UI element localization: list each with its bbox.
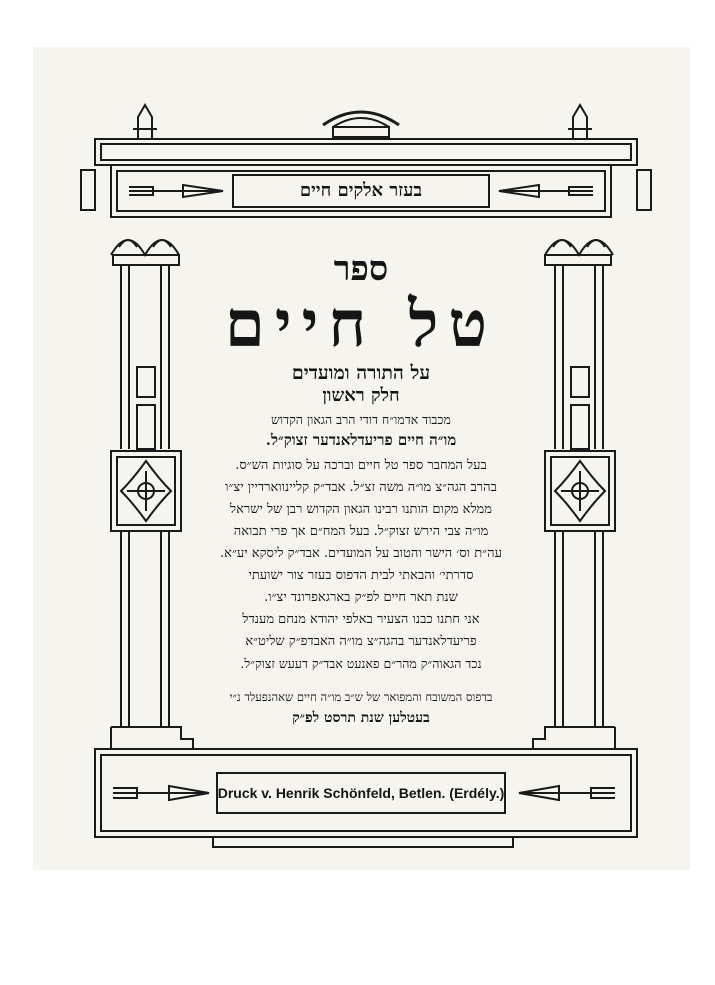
body-line: נכד הגאוה״ק מהר״ם פאנעט אבד״ק דעעש זצוק״ל. — [240, 656, 482, 671]
body-line: שנת תאר חיים לפ״ק בארגאפרונד יצ״ו. — [264, 590, 458, 605]
subtitle-1: על התורה ומועדים — [291, 362, 431, 384]
body-line: מו״ה צבי הירש זצוק״ל. בעל המח״ם אך פרי תבואה — [233, 524, 489, 539]
imprint: Druck v. Henrik Schönfeld, Betlen. (Erdély.) — [217, 785, 505, 801]
body-line: אני חתנו כבנו הצעיר באלפי יהודא מנחם מענדל — [242, 612, 480, 627]
body-line: עה״ת וס׳ הישר והטוב על המועדים. אבד״ק ליסקא יע״א. — [220, 546, 502, 561]
body-line: בהרב הגה״צ מו״ה משה זצ״ל. אבד״ק קליינווארדיין יצ״ו — [225, 480, 497, 495]
printer-line-1: בדפוס המשובח והמפואר של ש״ב מו״ה חיים שאהנפעלד נ״י — [229, 690, 493, 704]
subtitle-2: חלק ראשון — [322, 385, 400, 406]
title-main: טל חיים — [224, 287, 498, 362]
body-line: פריעדלאנדער בהגה״צ מו״ה האבדפ״ק שליט״א — [245, 634, 477, 649]
top-banner-text: בעזר אלקים חיים — [299, 180, 423, 201]
title-sefer: ספר — [333, 249, 389, 289]
body-line: בעל המחבר ספר טל חיים וברכה על סוגיות הש״ס. — [235, 458, 487, 473]
author-line-2: מו״ה חיים פריעדלאנדער זצוק״ל. — [265, 431, 457, 449]
body-line: סדרתי׳ והבאתי לבית הדפוס בעזר צור ישועתי — [248, 568, 474, 583]
printer-line-2: בעטלען שנת תרסט לפ״ק — [292, 710, 430, 726]
body-line: ממלא מקום הותנו רבינו הגאון הקדוש רבן של ישראל — [230, 502, 492, 517]
scanned-page — [33, 47, 690, 870]
author-line-1: מכבוד אדמו״ח דודי הרב הגאון הקדוש — [271, 412, 451, 427]
